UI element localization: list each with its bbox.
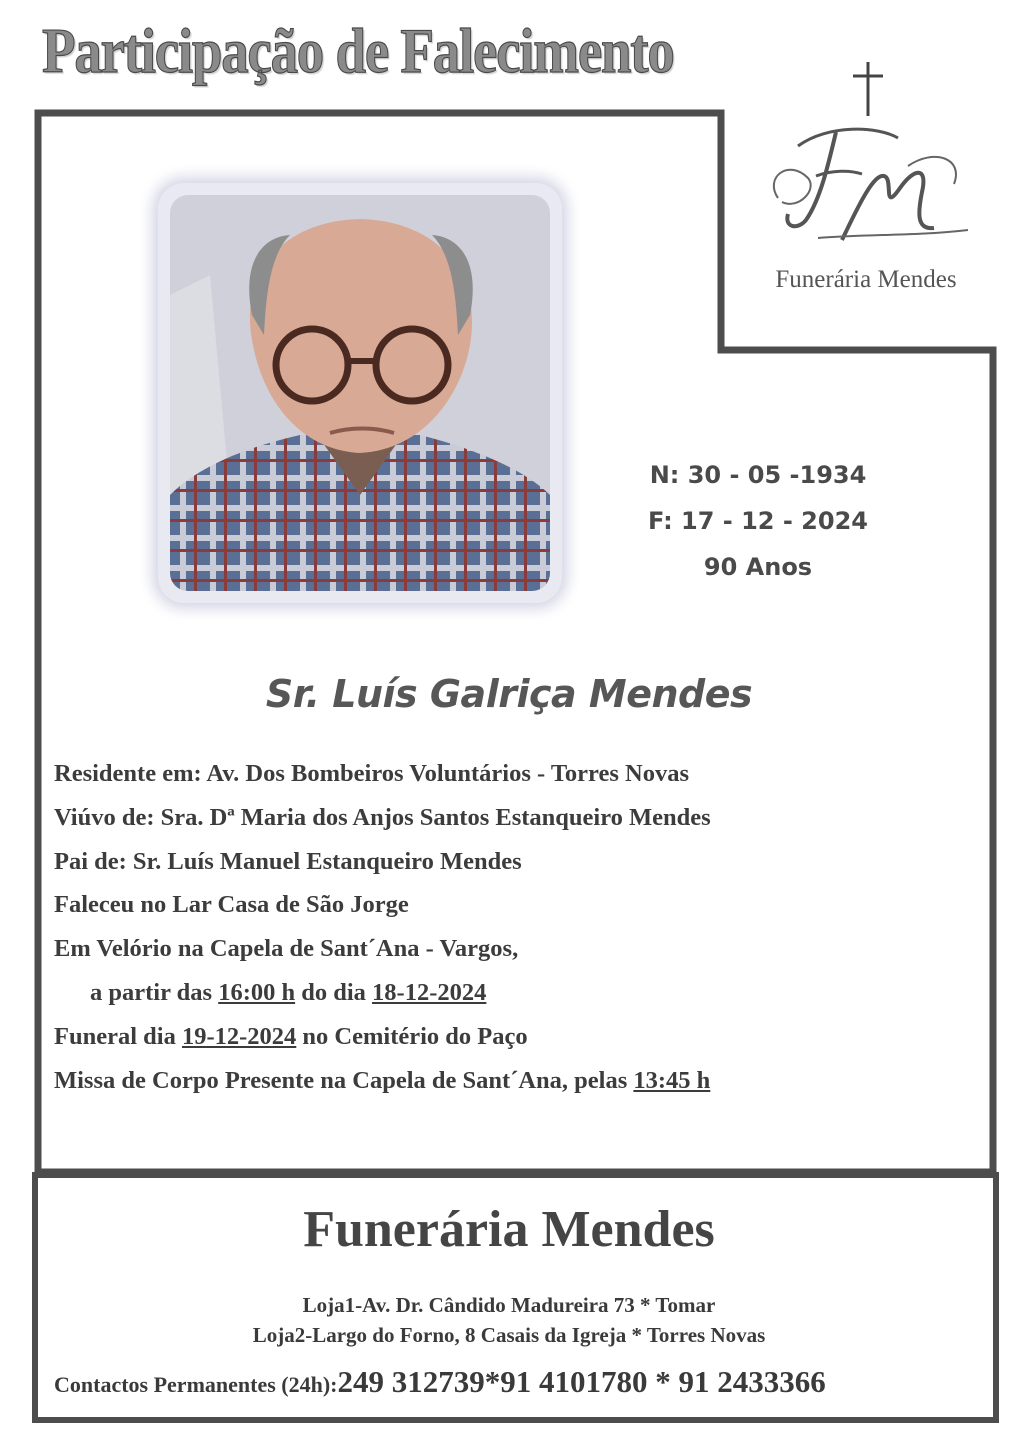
death-place-line: Faleceu no Lar Casa de São Jorge xyxy=(54,891,409,919)
funeral-date: 19-12-2024 xyxy=(181,1022,297,1050)
contacts-label: Contactos Permanentes (24h): xyxy=(54,1372,338,1397)
notice-details xyxy=(54,752,711,1102)
fm-monogram-icon xyxy=(758,118,974,248)
logo-brand-name: Funerária Mendes xyxy=(775,266,957,293)
shop1-address: Loja1-Av. Dr. Cândido Madureira 73 * Tomar xyxy=(302,1293,716,1317)
wake-time: 16:00 h xyxy=(218,978,296,1006)
wake-time-line xyxy=(54,971,711,1015)
wake-day-text: do dia xyxy=(301,978,366,1006)
funeral-place: no Cemitério do Paço xyxy=(302,1022,528,1050)
funeral-prefix: Funeral dia xyxy=(54,1022,176,1050)
age: 90 Anos xyxy=(703,553,813,581)
phone-numbers: 249 312739*91 4101780 * 91 2433366 xyxy=(337,1364,826,1399)
mass-line xyxy=(54,1059,711,1103)
shop2-address: Loja2-Largo do Forno, 8 Casais da Igreja * Torres Novas xyxy=(252,1323,766,1347)
cross-icon xyxy=(850,60,886,118)
footer-company-name: Funerária Mendes xyxy=(303,1201,715,1258)
mass-time: 13:45 h xyxy=(633,1066,711,1094)
deceased-name: Sr. Luís Galriça Mendes xyxy=(265,672,753,716)
birth-date: N: 30 - 05 -1934 xyxy=(649,461,867,489)
page-title: Participação de Falecimento xyxy=(42,15,674,86)
contacts-line xyxy=(54,1364,826,1400)
life-dates xyxy=(630,452,886,590)
portrait-image xyxy=(170,195,550,591)
death-date: F: 17 - 12 - 2024 xyxy=(648,507,868,535)
widower-line: Viúvo de: Sra. Dª Maria dos Anjos Santos Estanqueiro Mendes xyxy=(54,803,711,831)
portrait-photo xyxy=(158,183,562,603)
wake-line: Em Velório na Capela de Sant´Ana - Vargos, xyxy=(54,935,519,963)
mass-text: Missa de Corpo Presente na Capela de Sant´Ana, pelas xyxy=(54,1066,628,1094)
residence-line: Residente em: Av. Dos Bombeiros Voluntários - Torres Novas xyxy=(54,760,689,787)
wake-from-text: a partir das xyxy=(90,978,213,1006)
funeral-line xyxy=(54,1015,711,1059)
wake-date: 18-12-2024 xyxy=(372,978,487,1006)
funeral-home-logo xyxy=(746,60,986,300)
father-line: Pai de: Sr. Luís Manuel Estanqueiro Mendes xyxy=(54,847,522,875)
shop-addresses xyxy=(0,1290,1018,1350)
